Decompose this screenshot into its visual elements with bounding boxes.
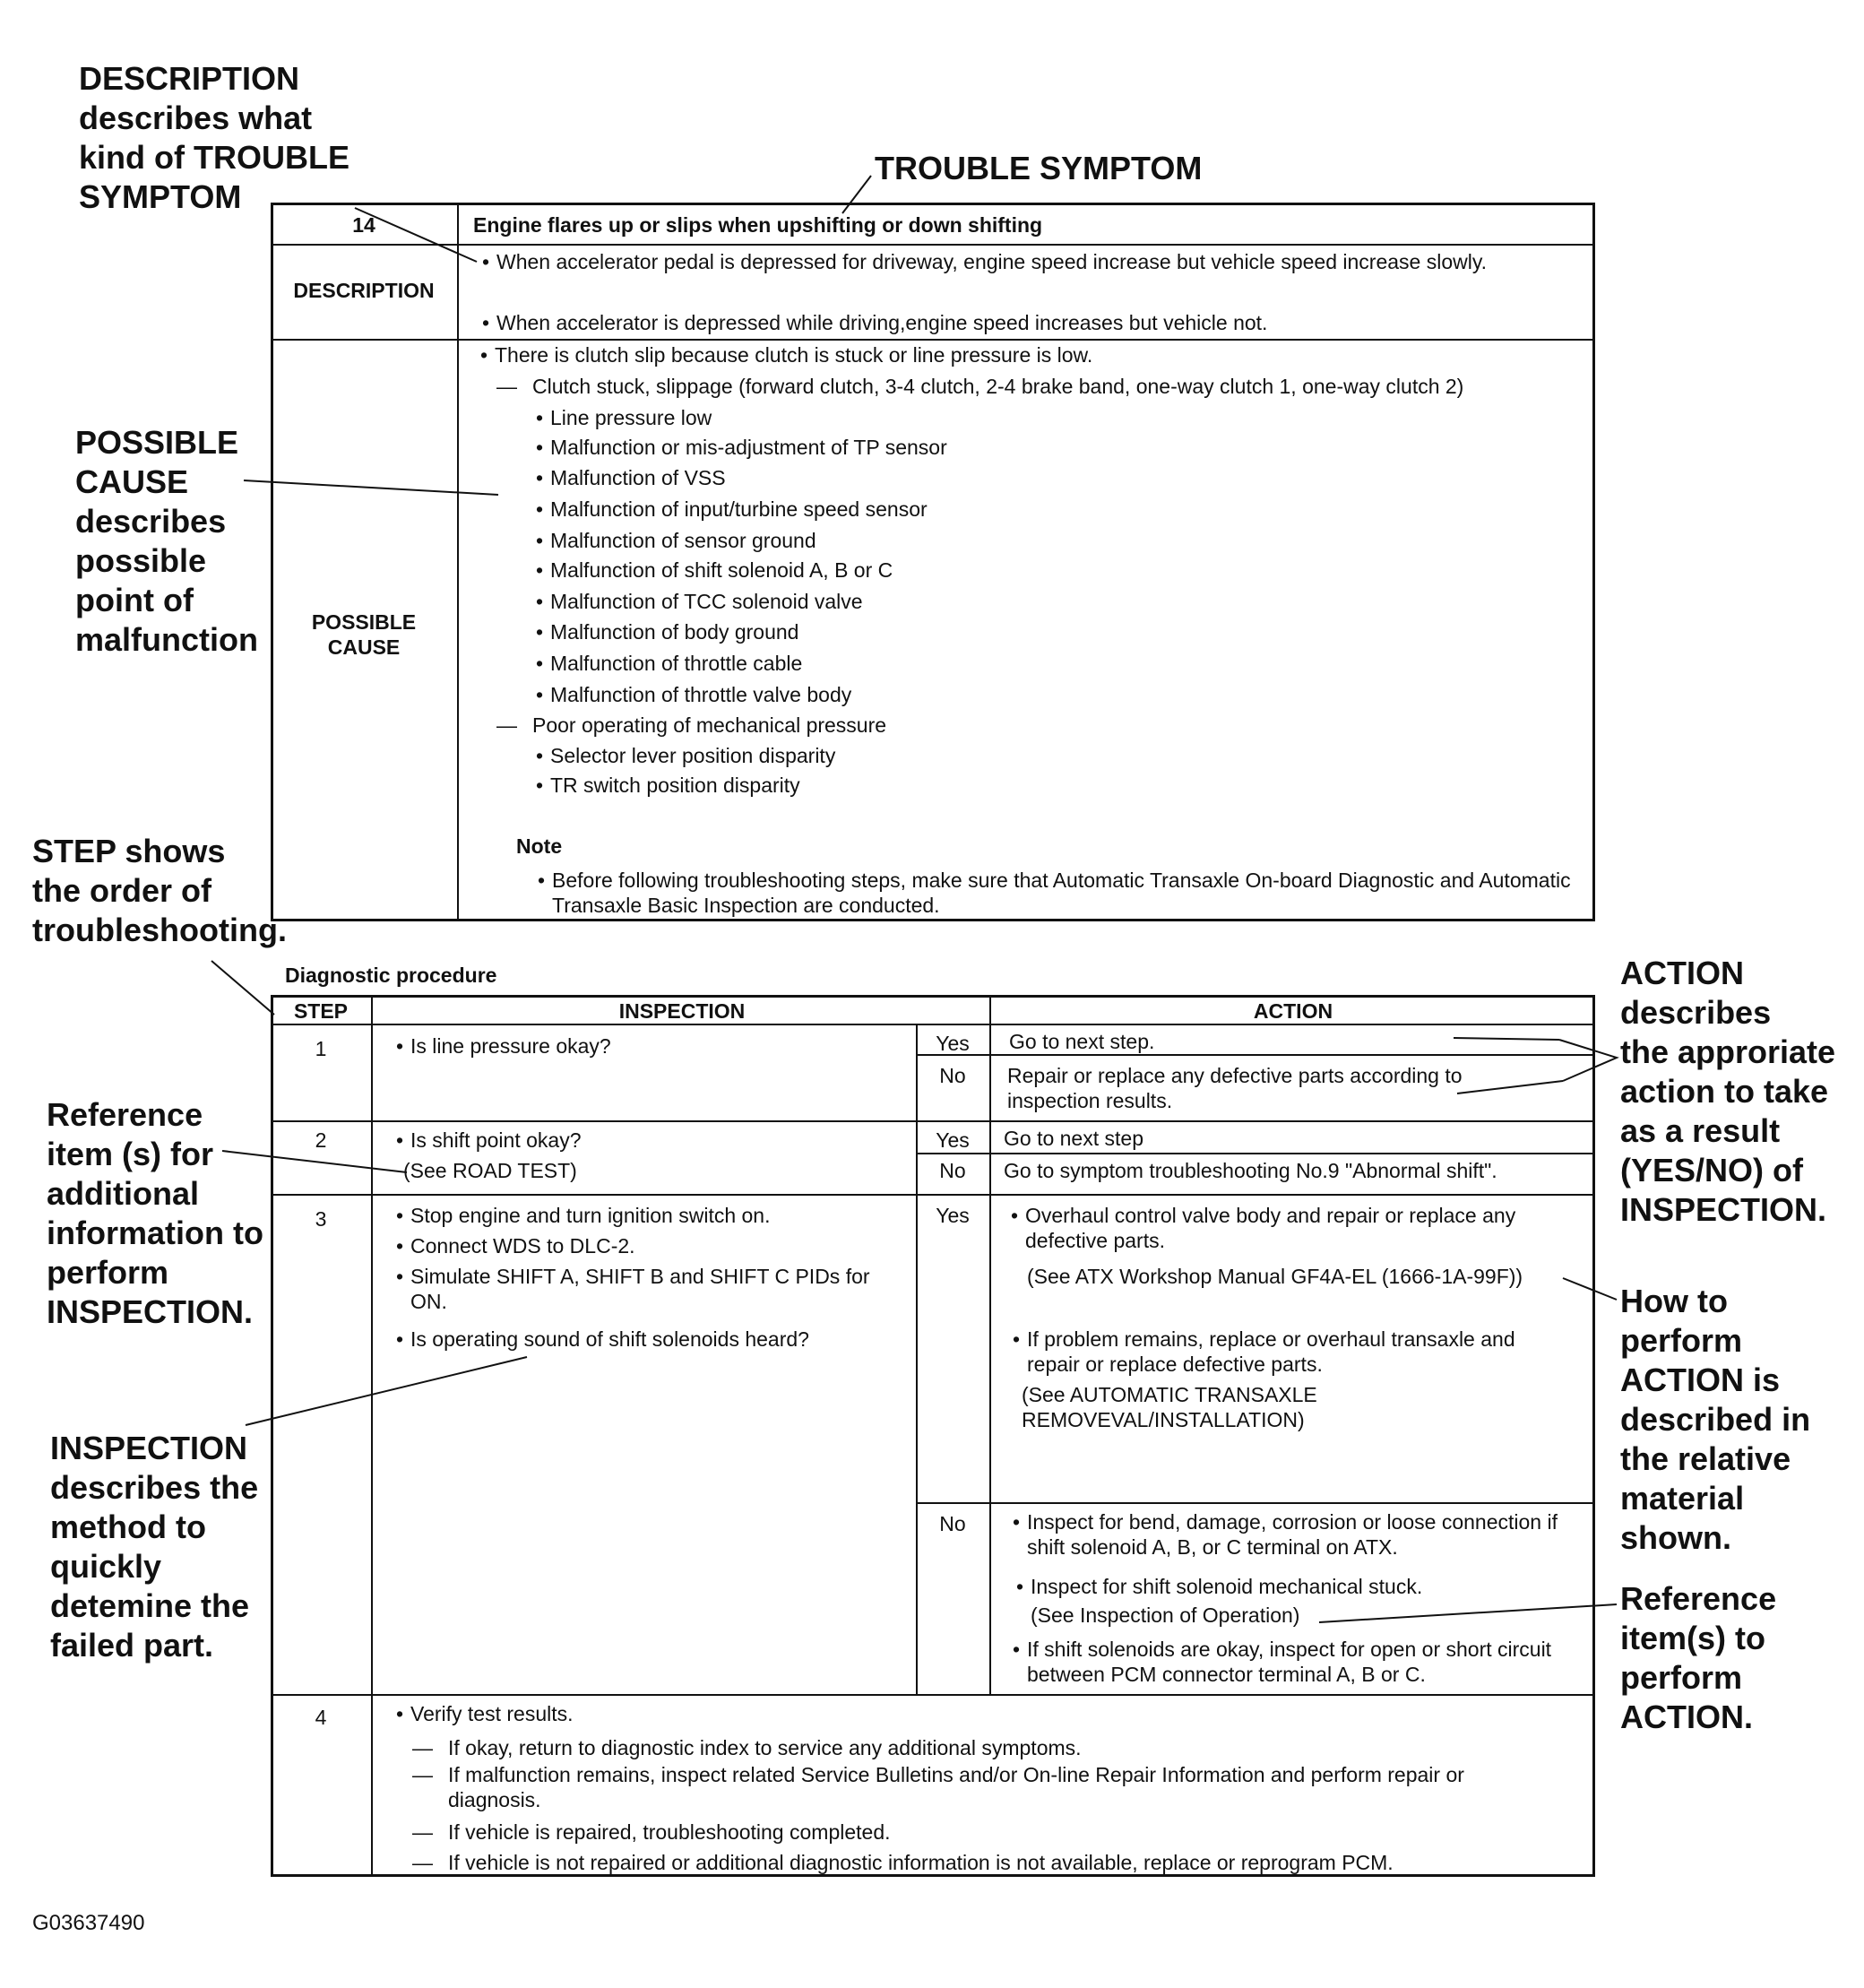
action-no-item: • If shift solenoids are okay, inspect for open or short circuit between PCM connector terminal A, B or C.	[1027, 1637, 1565, 1687]
cause-intro: • There is clutch slip because clutch is stuck or line pressure is low.	[495, 342, 1092, 367]
symptom-number: 14	[352, 213, 375, 237]
callout-description: DESCRIPTION describes what kind of TROUBLE SYMPTOM	[79, 60, 350, 215]
action-yes: Go to next step.	[1009, 1030, 1155, 1053]
action-reference: (See Inspection of Operation)	[1031, 1603, 1300, 1627]
action-no-item: • Inspect for bend, damage, corrosion or loose connection if shift solenoid A, B, or C terminal on ATX.	[1027, 1509, 1565, 1560]
yes-label: Yes	[936, 1032, 970, 1055]
action-yes-item: • If problem remains, replace or overhaul transaxle and repair or replace defective parts.	[1027, 1327, 1565, 1377]
cause-group: — Poor operating of mechanical pressure	[532, 713, 886, 738]
callout-inspection: INSPECTION describes the method to quickly detemine the failed part.	[50, 1430, 259, 1664]
callout-action: ACTION describes the approriate action to take as a result (YES/NO) of INSPECTION.	[1620, 955, 1836, 1228]
action-yes-item: • Overhaul control valve body and repair or replace any defective parts.	[1025, 1203, 1563, 1253]
cause-item: • Malfunction of body ground	[550, 619, 798, 644]
action-no: Go to symptom troubleshooting No.9 "Abnormal shift".	[1004, 1159, 1497, 1182]
possible-cause-label: POSSIBLE CAUSE	[311, 610, 417, 659]
note-text: • Before following troubleshooting steps, make sure that Automatic Transaxle On-board Diagnostic and Automatic Transaxle Basic Inspection are conducted.	[552, 868, 1574, 918]
cause-item: • Malfunction or mis-adjustment of TP sensor	[550, 435, 947, 460]
action-no: Repair or replace any defective parts according to inspection results.	[1007, 1064, 1463, 1112]
yes-label: Yes	[936, 1128, 970, 1152]
cause-item: • Malfunction of sensor ground	[550, 528, 816, 553]
procedure-title: Diagnostic procedure	[285, 964, 497, 987]
callout-reference-action: Reference item(s) to perform ACTION.	[1620, 1580, 1777, 1735]
step-number: 4	[315, 1706, 327, 1729]
inspection-item: • Is operating sound of shift solenoids heard?	[410, 1327, 809, 1352]
cause-item: • Malfunction of shift solenoid A, B or C	[550, 558, 893, 583]
inspection-item: • Connect WDS to DLC-2.	[410, 1233, 635, 1258]
inspection-reference: (See ROAD TEST)	[403, 1159, 577, 1182]
callout-possible-cause: POSSIBLE CAUSE describes possible point of malfunction	[75, 424, 258, 658]
header-action: ACTION	[1253, 999, 1333, 1023]
action-yes: Go to next step	[1004, 1127, 1143, 1150]
note-label: Note	[516, 834, 563, 858]
figure-id: G03637490	[32, 1911, 145, 1935]
callout-trouble-symptom: TROUBLE SYMPTOM	[875, 150, 1203, 186]
callout-how-to-perform: How to perform ACTION is described in the relative material shown.	[1620, 1283, 1811, 1556]
cause-item: • Selector lever position disparity	[550, 743, 835, 768]
inspection-item: • Is line pressure okay?	[410, 1033, 611, 1059]
verify-item: — If okay, return to diagnostic index to service any additional symptoms.	[448, 1735, 1082, 1760]
symptom-title: Engine flares up or slips when upshifting or down shifting	[473, 213, 1043, 237]
yes-label: Yes	[936, 1204, 970, 1227]
cause-item: • Line pressure low	[550, 405, 712, 430]
inspection-item: • Stop engine and turn ignition switch on.	[410, 1203, 771, 1228]
callout-step: STEP shows the order of troubleshooting.	[32, 833, 287, 948]
inspection-item: • Simulate SHIFT A, SHIFT B and SHIFT C PIDs for ON.	[410, 1264, 894, 1314]
description-item: • When accelerator pedal is depressed for driveway, engine speed increase but vehicle speed increase slowly.	[496, 249, 1536, 274]
action-reference: (See AUTOMATIC TRANSAXLE REMOVEVAL/INSTALLATION)	[1022, 1383, 1317, 1431]
no-label: No	[939, 1512, 966, 1535]
action-reference: (See ATX Workshop Manual GF4A-EL (1666-1A-99F))	[1027, 1265, 1523, 1288]
cause-item: • Malfunction of input/turbine speed sensor	[550, 497, 928, 522]
action-no-item: • Inspect for shift solenoid mechanical stuck.	[1031, 1574, 1568, 1599]
verify-item: — If vehicle is not repaired or additional diagnostic information is not available, replace or reprogram PCM.	[448, 1850, 1394, 1875]
cause-item: • Malfunction of throttle valve body	[550, 682, 851, 707]
no-label: No	[939, 1064, 966, 1087]
cause-item: • Malfunction of TCC solenoid valve	[550, 589, 863, 614]
inspection-item: • Is shift point okay?	[410, 1128, 582, 1153]
no-label: No	[939, 1159, 966, 1182]
verify-item: — If malfunction remains, inspect related Service Bulletins and/or On-line Repair Information and perform repair or diagnosis.	[448, 1762, 1559, 1812]
header-inspection: INSPECTION	[618, 999, 746, 1023]
cause-group: — Clutch stuck, slippage (forward clutch, 3-4 clutch, 2-4 brake band, one-way clutch 1, one-way clutch 2)	[532, 374, 1463, 399]
leader-step	[211, 961, 274, 1015]
verify-intro: • Verify test results.	[410, 1701, 574, 1726]
callout-reference-inspection: Reference item (s) for additional information to perform INSPECTION.	[47, 1096, 263, 1330]
description-item: • When accelerator is depressed while driving,engine speed increases but vehicle not.	[496, 310, 1572, 335]
cause-item: • TR switch position disparity	[550, 773, 800, 798]
verify-item: — If vehicle is repaired, troubleshooting completed.	[448, 1819, 891, 1845]
step-number: 2	[315, 1128, 327, 1152]
header-step: STEP	[293, 999, 349, 1023]
cause-item: • Malfunction of VSS	[550, 465, 726, 490]
description-label: DESCRIPTION	[293, 279, 435, 302]
step-number: 3	[315, 1207, 327, 1231]
cause-item: • Malfunction of throttle cable	[550, 651, 802, 676]
step-number: 1	[315, 1037, 327, 1060]
